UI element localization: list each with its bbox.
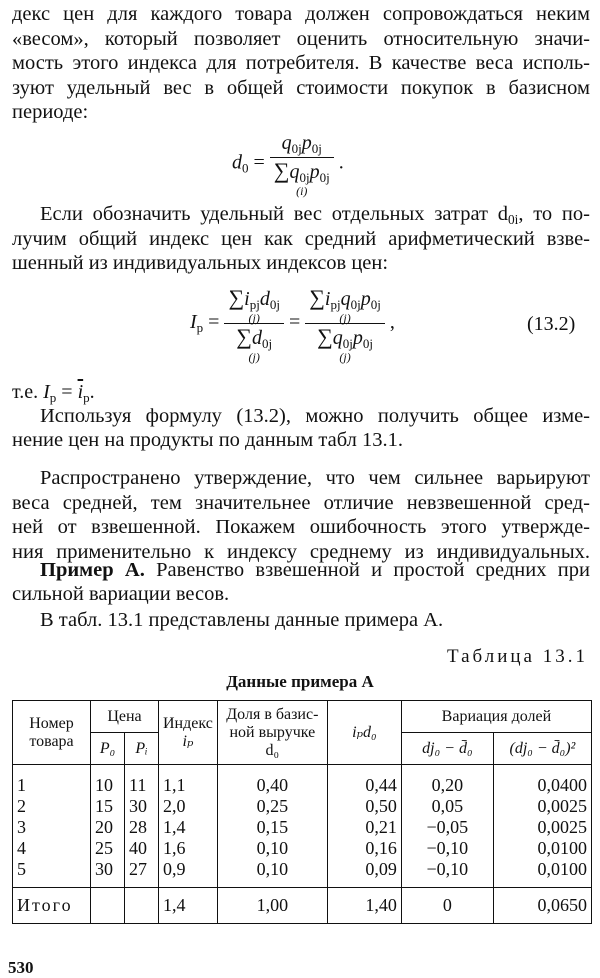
formula-sub: p	[83, 389, 90, 405]
formula-symbol: I	[190, 310, 197, 333]
fraction: $\sum i_{pj}d_{0j}$ (j) $\sum d_{0j}$ (j)	[224, 285, 284, 362]
equals: =	[288, 310, 301, 333]
cell: 15	[91, 796, 125, 817]
sum-sign: ∑	[273, 157, 290, 183]
cell: 0,10	[217, 838, 327, 859]
text-line: декс цен для каждого товара должен сопровождаться неким	[12, 3, 590, 25]
sum-sign: ∑	[236, 323, 252, 349]
cell: 0,05	[401, 796, 493, 817]
formula-symbol: p	[309, 160, 320, 183]
table-row	[13, 796, 592, 817]
header-number: Номер товара	[13, 701, 91, 765]
header-share: Доля в базис-ной выручке d₀	[217, 701, 327, 765]
table-row	[13, 859, 592, 880]
cell: −0,05	[401, 817, 493, 838]
cell: 0,21	[327, 817, 401, 838]
formula-symbol: d	[232, 151, 242, 174]
formula-sub: 0j	[311, 140, 322, 156]
formula-sub: 0j	[291, 140, 302, 156]
cell: 1	[13, 775, 91, 796]
cell: 0,16	[327, 838, 401, 859]
text: iₚ	[182, 732, 194, 750]
cell: 20	[91, 817, 125, 838]
cell: 30	[125, 796, 159, 817]
cell: 0,9	[159, 859, 218, 880]
text-line: лучим общий индекс цен как средний арифметический взве-	[12, 228, 590, 250]
cell: 2	[13, 796, 91, 817]
text-line: Используя формулу (13.2), можно получить общее изме-	[40, 405, 590, 427]
formula-symbol: q	[281, 132, 292, 154]
total-row	[13, 888, 592, 924]
header-pi: Pᵢ	[125, 733, 159, 765]
formula-symbol: I	[43, 381, 50, 403]
fraction: $\sum i_{pj}q_{0j}p_{0j}$ (j) $\sum q_{0j}p_{0j}$ (j)	[305, 285, 385, 362]
equation-number: (13.2)	[527, 313, 576, 335]
text: Равенство взвешенной и простой средних при	[144, 559, 590, 581]
sum-sign: ∑	[309, 285, 325, 310]
cell	[125, 888, 159, 924]
header-index	[159, 701, 218, 765]
formula-sub: 0i	[507, 211, 519, 227]
text-line: периоде:	[12, 101, 89, 123]
cell: 0,25	[217, 796, 327, 817]
sum-index: (j)	[248, 349, 260, 364]
formula-symbol: $\overline{i}$	[77, 381, 84, 403]
cell: 0,0400	[493, 775, 591, 796]
formula-sub: 0j	[319, 169, 330, 185]
cell: 0,10	[217, 859, 327, 880]
cell: 0,50	[327, 796, 401, 817]
formula-sub: 0	[242, 160, 249, 176]
text: , то по-	[518, 203, 590, 225]
formula-13-2: $I_p$ = $\sum i_{pj}d_{0j}$ (j) $\sum d_{0j}$ (j) = $\sum i_{pj}q_{0j}p_{0j}$ (j) $\sum q_{0j}p_{0j}$ (j) ,	[190, 285, 395, 364]
te-line: т.е. $I_p = \overline{i}_p$.	[12, 381, 95, 405]
cell: 0,40	[217, 775, 327, 796]
cell: 2,0	[159, 796, 218, 817]
data-table	[12, 700, 592, 924]
cell: 0,44	[327, 775, 401, 796]
text: Индекс	[163, 714, 213, 732]
equals: =	[208, 310, 220, 333]
sum-sign: ∑	[317, 323, 333, 349]
sum-index: (j)	[339, 310, 351, 325]
formula-sub: 0j	[299, 169, 310, 185]
text-line: зуют удельный вес в общей стоимости покупок в базисном	[12, 77, 590, 99]
page-number: 530	[8, 958, 34, 977]
text-line: «весом», который позволяет оценить относительную значи-	[12, 28, 590, 50]
text-line: сильной вариации весов.	[12, 583, 230, 605]
text-line: ней от взвешенной. Покажем ошибочность этого утвержде-	[12, 516, 590, 538]
text-line	[40, 558, 590, 582]
cell: 5	[13, 859, 91, 880]
cell: 1,4	[159, 817, 218, 838]
text-line: веса средней, тем значительнее отличие невзвешенной сред-	[12, 492, 590, 514]
cell: 11	[125, 775, 159, 796]
cell: 0,20	[401, 775, 493, 796]
cell: 1,1	[159, 775, 218, 796]
cell: 0,0100	[493, 838, 591, 859]
cell: 10	[91, 775, 125, 796]
cell: 0,0025	[493, 817, 591, 838]
formula-symbol: p	[301, 132, 312, 154]
text: Если обозначить удельный вес отдельных затрат d	[40, 203, 508, 225]
cell: 30	[91, 859, 125, 880]
header-price: Цена	[91, 701, 159, 733]
cell: 3	[13, 817, 91, 838]
sum-sign: ∑	[228, 285, 245, 310]
table-row	[13, 838, 592, 859]
table-row	[13, 817, 592, 838]
cell: −0,10	[401, 838, 493, 859]
text-line: В табл. 13.1 представлены данные примера А.	[40, 609, 444, 631]
cell: 0,09	[327, 859, 401, 880]
formula-symbol: q	[289, 160, 300, 183]
cell: 0	[401, 888, 493, 924]
cell: 1,6	[159, 838, 218, 859]
cell: 4	[13, 838, 91, 859]
cell: Итого	[13, 888, 91, 924]
cell: 40	[125, 838, 159, 859]
sum-index: (i)	[296, 183, 308, 198]
cell: 0,0100	[493, 859, 591, 880]
table-title: Данные примера А	[226, 672, 374, 691]
text-line: нение цен на продукты по данным табл 13.1.	[12, 429, 403, 451]
text-line: ния применительно к индексу среднему из индивидуальных.	[12, 541, 590, 563]
cell: 25	[91, 838, 125, 859]
cell: 1,4	[159, 888, 218, 924]
header-deviation-squared: (dj₀ − d̄₀)²	[493, 733, 591, 765]
cell: 0,15	[217, 817, 327, 838]
header-ipd0: iₚd₀	[327, 701, 401, 765]
text: т.е.	[12, 381, 39, 403]
formula-sub: p	[196, 319, 204, 335]
header-p0: P₀	[91, 733, 125, 765]
sum-index: (j)	[339, 349, 351, 364]
text-line: мость этого индекса для потребителя. В качестве веса исполь-	[12, 52, 590, 74]
formula-d0: $d_0$ = $q_{0j}p_{0j}$ $\sum q_{0j}p_{0j}$ (i) .	[232, 132, 344, 198]
equals: =	[56, 381, 78, 403]
cell: 1,00	[217, 888, 327, 924]
formula-sub: p	[49, 389, 57, 405]
example-heading: Пример А.	[40, 559, 145, 581]
sum-index: (j)	[248, 310, 260, 325]
header-deviation: dj₀ − d̄₀	[401, 733, 493, 765]
table-row	[13, 775, 592, 796]
table-label: Таблица 13.1	[446, 646, 588, 667]
cell: 0,0650	[493, 888, 591, 924]
text-line: шенный из индивидуальных индексов цен:	[12, 252, 389, 274]
cell: 28	[125, 817, 159, 838]
cell: 0,0025	[493, 796, 591, 817]
header-variation: Вариация долей	[401, 701, 591, 733]
cell: 1,40	[327, 888, 401, 924]
fraction	[270, 132, 334, 196]
cell: 27	[125, 859, 159, 880]
period: .	[338, 151, 344, 174]
cell: −0,10	[401, 859, 493, 880]
text-line: Распространено утверждение, что чем сильнее варьируют	[40, 467, 590, 489]
cell	[91, 888, 125, 924]
